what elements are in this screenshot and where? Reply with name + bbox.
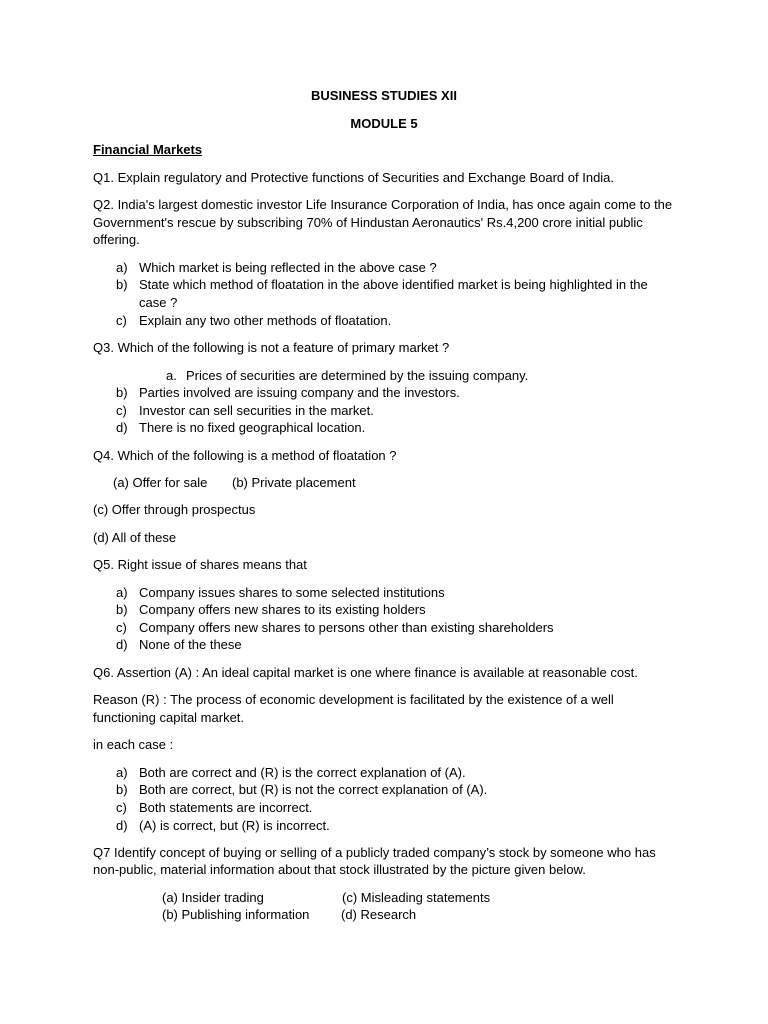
- option-c: (c) Misleading statements: [342, 890, 491, 905]
- option-label: d): [116, 637, 128, 652]
- option-label: d): [116, 420, 128, 435]
- option-text: Which market is being reflected in the above case ?: [139, 260, 437, 275]
- question-3: Q3. Which of the following is not a feature of primary market ?: [93, 340, 450, 355]
- option-b: (b) Private placement: [232, 475, 356, 490]
- option-text: Prices of securities are determined by the issuing company.: [186, 368, 529, 383]
- option-label: d): [116, 818, 128, 833]
- option-text: Company issues shares to some selected institutions: [139, 585, 445, 600]
- option-text: case ?: [139, 295, 178, 310]
- option-d: (d) Research: [341, 907, 417, 922]
- option-b: (b) Publishing information: [162, 907, 310, 922]
- option-text: State which method of floatation in the above identified market is being highlighted in the: [139, 277, 648, 292]
- option-label: c): [116, 313, 127, 328]
- module-heading: MODULE 5: [350, 116, 418, 131]
- question-2-line: offering.: [93, 232, 140, 247]
- document-title: BUSINESS STUDIES XII: [311, 88, 457, 103]
- option-label: a): [116, 765, 128, 780]
- question-4: Q4. Which of the following is a method of floatation ?: [93, 448, 397, 463]
- question-6-reason-line: functioning capital market.: [93, 710, 245, 725]
- option-label: c): [116, 620, 127, 635]
- option-text: (A) is correct, but (R) is incorrect.: [139, 818, 330, 833]
- question-7-line: non-public, material information about that stock illustrated by the picture given below.: [93, 862, 586, 877]
- option-label: b): [116, 277, 128, 292]
- question-5: Q5. Right issue of shares means that: [93, 557, 307, 572]
- option-text: There is no fixed geographical location.: [139, 420, 366, 435]
- option-text: Investor can sell securities in the market.: [139, 403, 374, 418]
- question-2-line: Government's rescue by subscribing 70% of Hindustan Aeronautics' Rs.4,200 crore initial public: [93, 215, 643, 230]
- option-label: a): [116, 260, 128, 275]
- option-text: Both are correct and (R) is the correct explanation of (A).: [139, 765, 466, 780]
- option-label: a): [116, 585, 128, 600]
- question-2-line: Q2. India's largest domestic investor Life Insurance Corporation of India, has once again come to the: [93, 197, 673, 212]
- option-d: (d) All of these: [93, 530, 177, 545]
- option-text: Company offers new shares to its existing holders: [139, 602, 426, 617]
- option-label: c): [116, 403, 127, 418]
- option-text: Both statements are incorrect.: [139, 800, 313, 815]
- option-a: (a) Insider trading: [162, 890, 264, 905]
- question-1: Q1. Explain regulatory and Protective functions of Securities and Exchange Board of India.: [93, 170, 615, 185]
- section-heading: Financial Markets: [93, 142, 203, 157]
- option-label: b): [116, 602, 128, 617]
- question-6-assertion: Q6. Assertion (A) : An ideal capital market is one where finance is available at reasonable cost.: [93, 665, 638, 680]
- option-label: c): [116, 800, 127, 815]
- option-text: Both are correct, but (R) is not the correct explanation of (A).: [139, 782, 488, 797]
- option-text: Company offers new shares to persons other than existing shareholders: [139, 620, 554, 635]
- option-text: Explain any two other methods of floatation.: [139, 313, 392, 328]
- option-a: (a) Offer for sale: [113, 475, 208, 490]
- option-text: None of the these: [139, 637, 242, 652]
- question-6-instruction: in each case :: [93, 737, 174, 752]
- option-c: (c) Offer through prospectus: [93, 502, 256, 517]
- option-label: a.: [166, 368, 177, 383]
- option-label: b): [116, 385, 128, 400]
- option-text: Parties involved are issuing company and the investors.: [139, 385, 460, 400]
- question-7-line: Q7 Identify concept of buying or selling of a publicly traded company’s stock by someone who has: [93, 845, 656, 860]
- option-label: b): [116, 782, 128, 797]
- question-6-reason-line: Reason (R) : The process of economic development is facilitated by the existence of a well: [93, 692, 614, 707]
